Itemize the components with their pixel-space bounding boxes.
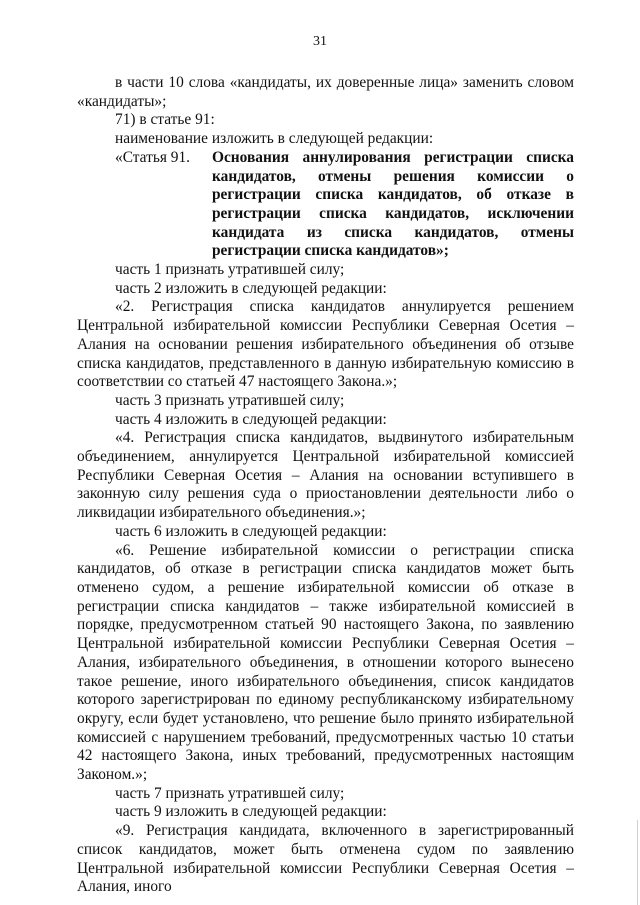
paragraph: часть 2 изложить в следующей редакции: — [115, 279, 387, 297]
paragraph: часть 3 признать утратившей силу; — [115, 391, 345, 409]
paragraph: часть 4 изложить в следующей редакции: — [115, 410, 387, 428]
article-heading — [77, 149, 574, 261]
paragraph: «4. Регистрация списка кандидатов, выдвинутого избирательным объединением, аннулируется Центральной избирательной комиссией Республики Северная Осетия – Алания на основании вступившего в законную силу решения суда о приостановлении деятельности либо о ликвидации избирательного объединения.»; — [77, 429, 574, 522]
paragraph: 71) в статье 91: — [115, 111, 215, 129]
scan-edge-line — [637, 820, 638, 905]
page-number: 31 — [313, 34, 327, 49]
paragraph: «6. Решение избирательной комиссии о регистрации списка кандидатов, об отказе в регистрации списка кандидатов может быть отменено судом, а решение избирательной комиссии об отказе в регистрации списка кандидатов – также избирательной комиссией в порядке, предусмотренном статьей 90 настоящего Закона, по заявлению Центральной избирательной комиссии Республики Северная Осетия – Алания, избирательного объединения, в отношении которого вынесено такое решение, иного избирательного объединения, список кандидатов которого зарегистрирован по единому республиканскому избирательному округу, если будет установлено, что решение было принято избирательной комиссией с нарушением требований, предусмотренных частью 10 статьи 42 настоящего Закона, иных требований, предусмотренных настоящим Законом.»; — [77, 541, 574, 784]
paragraph: наименование изложить в следующей редакции: — [115, 130, 434, 148]
paragraph: часть 6 изложить в следующей редакции: — [115, 522, 387, 540]
paragraph: «9. Регистрация кандидата, включенного в зарегистрированный список кандидатов, может быть отменена судом по заявлению Центральной избирательной комиссии Республики Северная Осетия – Алания, иного — [77, 822, 574, 896]
document-body — [77, 74, 574, 897]
paragraph: «2. Регистрация списка кандидатов аннулируется решением Центральной избирательной комиссии Республики Северная Осетия – Алания на основании решения избирательного объединения об отзыве списка кандидатов, представленного в данную избирательную комиссию в соответствии со статьей 47 настоящего Закона.»; — [77, 298, 574, 391]
paragraph: в части 10 слова «кандидаты, их доверенные лица» заменить словом «кандидаты»; — [77, 74, 574, 110]
article-title: Основания аннулирования регистрации списка кандидатов, отмены решения комиссии о регистрации списка кандидатов, об отказе в регистрации списка кандидатов, исключении кандидата из списка кандидатов, отмены регистрации списка кандидатов»; — [212, 148, 574, 260]
paragraph: часть 7 признать утратившей силу; — [115, 784, 345, 802]
paragraph: часть 1 признать утратившей силу; — [115, 261, 345, 279]
article-label: «Статья 91. — [115, 148, 191, 166]
paragraph: часть 9 изложить в следующей редакции: — [115, 803, 387, 821]
